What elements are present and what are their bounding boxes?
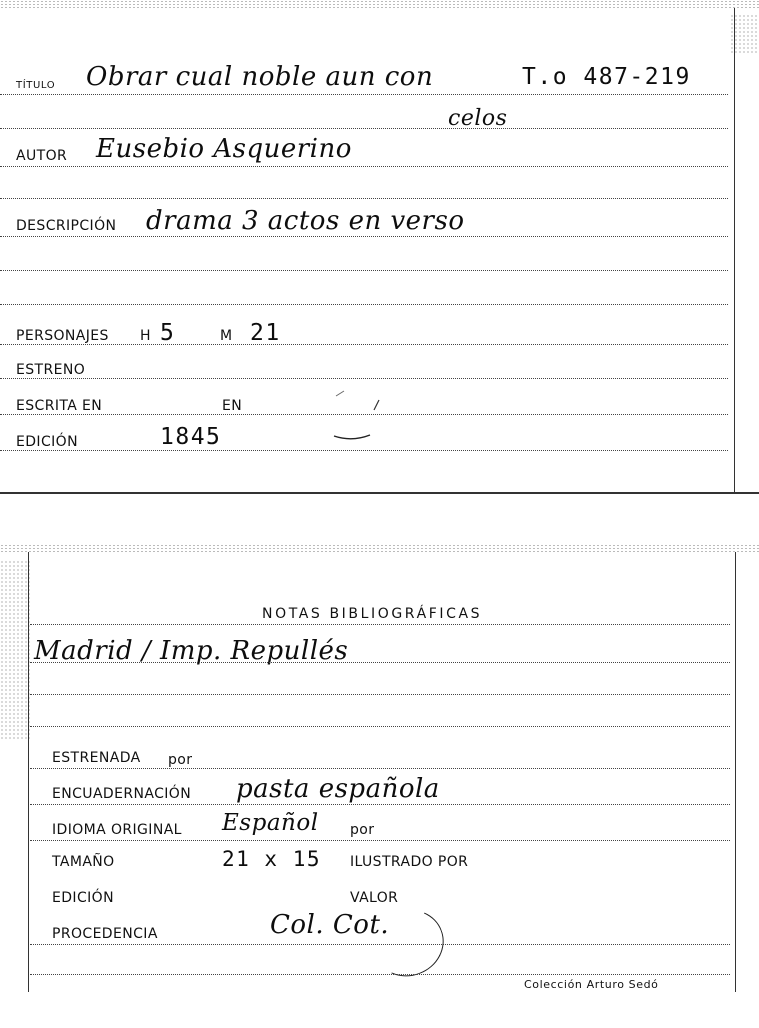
- notas-value: Madrid / Imp. Repullés: [34, 636, 349, 666]
- idioma-line: [30, 840, 730, 841]
- personajes-m-value: 21: [250, 320, 281, 346]
- edicion-bottom-label: EDICIÓN: [52, 890, 114, 906]
- personajes-label: PERSONAJES: [16, 328, 109, 344]
- titulo-value-continued: celos: [448, 106, 508, 131]
- notas-line-3: [30, 726, 730, 727]
- tamano-value: 21 x 15: [222, 847, 322, 871]
- edicion-line: [0, 450, 728, 451]
- descripcion-line: [0, 236, 728, 237]
- notas-line-2: [30, 694, 730, 695]
- notas-line-1: [30, 662, 730, 663]
- estrenada-por-label: por: [168, 752, 193, 768]
- procedencia-value: Col. Cot.: [270, 910, 390, 940]
- idioma-value: Español: [222, 810, 319, 836]
- autor-label: AUTOR: [16, 148, 68, 164]
- personajes-h-label: H: [140, 328, 151, 344]
- autor-line: [0, 166, 728, 167]
- personajes-h-value: 5: [160, 320, 176, 346]
- edicion-label: EDICIÓN: [16, 434, 78, 450]
- personajes-line: [0, 344, 728, 345]
- blank-line-2: [0, 198, 728, 199]
- encuadernacion-value: pasta española: [236, 774, 440, 804]
- scan-edge-middle: [0, 544, 759, 552]
- personajes-m-label: M: [220, 328, 233, 344]
- encuadernacion-label: ENCUADERNACIÓN: [52, 786, 192, 802]
- procedencia-label: PROCEDENCIA: [52, 926, 158, 942]
- ilustrado-label: ILUSTRADO POR: [350, 854, 469, 870]
- descripcion-value: drama 3 actos en verso: [146, 206, 465, 236]
- estreno-line: [0, 378, 728, 379]
- scan-smudge: [318, 388, 388, 444]
- tamano-label: TAMAÑO: [52, 854, 115, 870]
- idioma-por-label: por: [350, 822, 375, 838]
- descripcion-label: DESCRIPCIÓN: [16, 218, 117, 234]
- autor-value: Eusebio Asquerino: [96, 134, 352, 164]
- blank-line-1: [0, 128, 728, 129]
- estreno-label: ESTRENO: [16, 362, 86, 378]
- titulo-reference: T.o 487-219: [522, 64, 691, 90]
- blank-line-3: [0, 270, 728, 271]
- card-separator: [0, 492, 759, 494]
- escrita-en-label: EN: [222, 398, 243, 414]
- encuadernacion-line: [30, 804, 730, 805]
- titulo-label: TÍTULO: [16, 80, 56, 91]
- scan-edge-left: [0, 560, 30, 740]
- bottom-line: [30, 974, 730, 975]
- escrita-label: ESCRITA EN: [16, 398, 103, 414]
- notas-heading-line: [30, 624, 730, 625]
- notas-heading: NOTAS BIBLIOGRÁFICAS: [262, 606, 483, 622]
- collection-footer: Colección Arturo Sedó: [524, 978, 659, 991]
- blank-line-4: [0, 304, 728, 305]
- valor-label: VALOR: [350, 890, 399, 906]
- idioma-label: IDIOMA ORIGINAL: [52, 822, 182, 838]
- titulo-value: Obrar cual noble aun con: [86, 62, 434, 92]
- estrenada-line: [30, 768, 730, 769]
- scan-edge-top: [0, 0, 759, 8]
- edicion-value: 1845: [160, 424, 222, 450]
- estrenada-label: ESTRENADA: [52, 750, 141, 766]
- titulo-line: [0, 94, 728, 95]
